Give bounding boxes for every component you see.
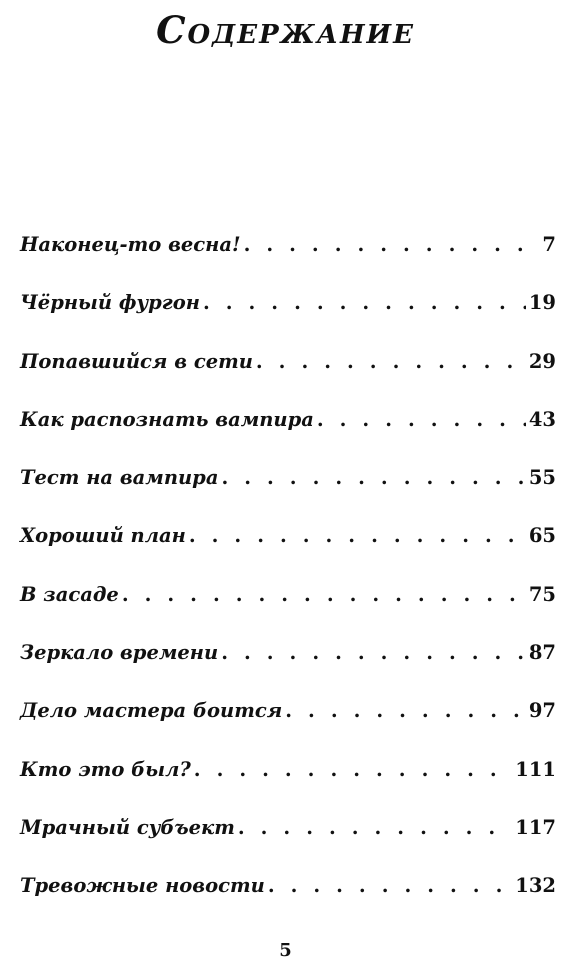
- dot-leader: [285, 694, 526, 728]
- dot-leader: [221, 461, 525, 495]
- page-number: 5: [279, 940, 292, 961]
- toc-entry-title: Попавшийся в сети: [20, 349, 253, 373]
- page-title: Содержание: [156, 8, 415, 52]
- toc-entry: [20, 636, 556, 694]
- toc-entry-title: Чёрный фургон: [20, 291, 200, 315]
- dot-leader: [238, 811, 512, 845]
- toc-entry-page: 97: [528, 699, 556, 723]
- dot-leader: [203, 286, 526, 320]
- toc-entry-page: 55: [528, 466, 556, 490]
- toc-entry-title: Как распознать вампира: [20, 407, 314, 431]
- toc-entry-title: Зеркало времени: [20, 641, 219, 665]
- toc-entry: [20, 694, 556, 752]
- dot-leader: [194, 753, 512, 787]
- toc-entry: [20, 228, 556, 286]
- toc-entry: [20, 811, 556, 869]
- dot-leader: [256, 345, 526, 379]
- toc-entry: [20, 753, 556, 811]
- table-of-contents: [20, 228, 556, 928]
- toc-entry: [20, 403, 556, 461]
- toc-entry: [20, 869, 556, 927]
- dot-leader: [244, 228, 540, 262]
- toc-entry-title: Наконец-то весна!: [20, 233, 241, 256]
- toc-entry-title: В засаде: [20, 582, 119, 606]
- toc-entry-title: Кто это был?: [20, 757, 191, 781]
- toc-entry-title: Тест на вампира: [20, 466, 219, 490]
- toc-entry: [20, 578, 556, 636]
- toc-entry: [20, 519, 556, 577]
- toc-entry-title: Тревожные новости: [20, 874, 265, 898]
- toc-entry-page: 132: [515, 874, 556, 898]
- toc-entry-title: Дело мастера боится: [20, 699, 283, 723]
- toc-entry-page: 7: [542, 233, 556, 256]
- toc-entry-page: 87: [528, 641, 556, 665]
- toc-entry-page: 111: [515, 757, 556, 781]
- toc-entry: [20, 345, 556, 403]
- dot-leader: [268, 869, 512, 903]
- dot-leader: [317, 403, 526, 437]
- toc-entry-page: 29: [528, 349, 556, 373]
- toc-entry-page: 65: [528, 524, 556, 548]
- toc-entry-title: Мрачный субъект: [20, 815, 235, 839]
- toc-entry-page: 43: [528, 407, 556, 431]
- dot-leader: [189, 519, 526, 553]
- toc-entry: [20, 286, 556, 344]
- toc-entry-page: 19: [528, 291, 556, 315]
- toc-entry-page: 117: [515, 815, 556, 839]
- dot-leader: [122, 578, 526, 612]
- toc-entry-page: 75: [528, 582, 556, 606]
- dot-leader: [221, 636, 526, 670]
- toc-entry-title: Хороший план: [20, 524, 186, 548]
- toc-entry: [20, 461, 556, 519]
